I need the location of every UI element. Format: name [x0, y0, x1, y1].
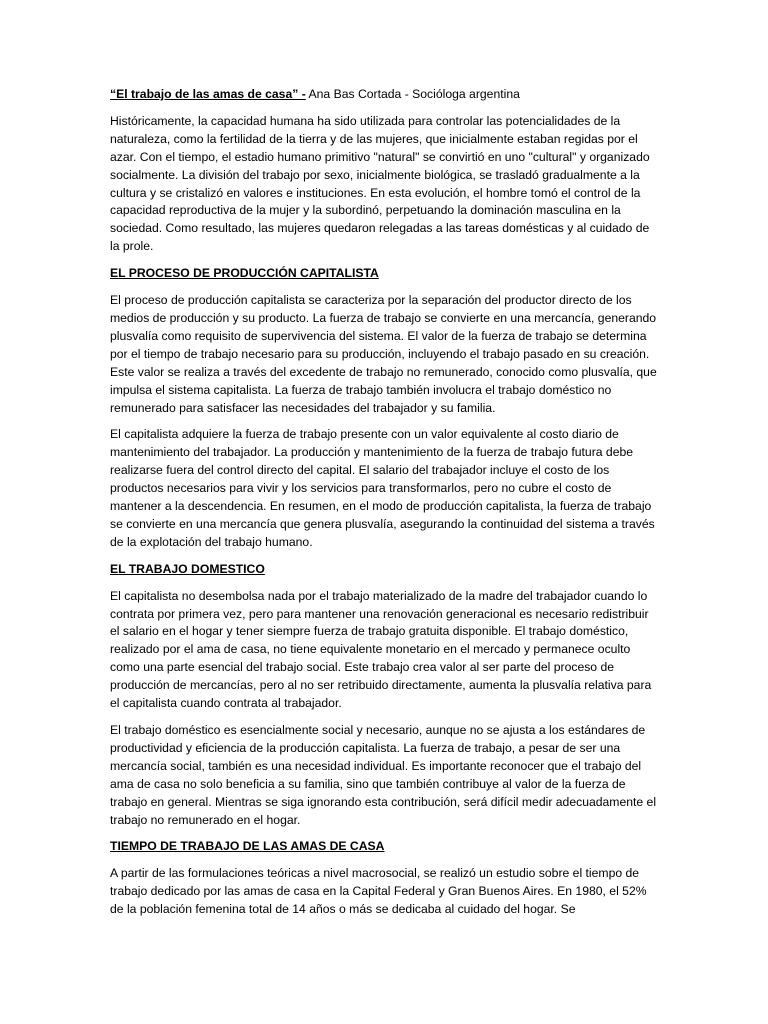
document-title-line — [110, 86, 660, 104]
paragraph: El proceso de producción capitalista se caracteriza por la separación del productor directo de los medios de producción y su producto. La fuerza de trabajo se convierte en una mercancía, generando plusvalía como requisito de supervivencia del sistema. El valor de la fuerza de trabajo se determina por el tiempo de trabajo necesario para su producción, incluyendo el trabajo pasado en su creación. Este valor se realiza a través del excedente de trabajo no remunerado, conocido como plusvalía, que impulsa el sistema capitalista. La fuerza de trabajo también involucra el trabajo doméstico no remunerado para satisfacer las necesidades del trabajador y su familia. — [110, 293, 657, 415]
document-title: “El trabajo de las amas de casa” - — [110, 87, 306, 101]
paragraph: El trabajo doméstico es esencialmente social y necesario, aunque no se ajusta a los estándares de productividad y eficiencia de la producción capitalista. La fuerza de trabajo, a pesar de ser una mercancía social, también es una necesidad individual. Es importante reconocer que el trabajo del ama de casa no solo beneficia a su familia, sino que también contribuye al valor de la fuerza de trabajo en general. Mientras se siga ignorando esta contribución, será difícil medir adecuadamente el trabajo no remunerado en el hogar. — [110, 723, 657, 827]
paragraph: El capitalista no desembolsa nada por el trabajo materializado de la madre del trabajador cuando lo contrata por primera vez, pero para mantener una renovación generacional es necesario redistribuir el salario en el hogar y tener siempre fuerza de trabajo gratuita disponible. El trabajo doméstico, realizado por el ama de casa, no tiene equivalente monetario en el mercado y permanece oculto como una parte esencial del trabajo social. Este trabajo crea valor al ser parte del proceso de producción de mercancías, pero al no ser retribuido directamente, aumenta la plusvalía relativa para el capitalista cuando contrata al trabajador. — [110, 588, 652, 711]
section-heading-trabajo-domestico: EL TRABAJO DOMESTICO — [110, 561, 265, 576]
document-page — [110, 86, 660, 1024]
section-heading-produccion: EL PROCESO DE PRODUCCIÓN CAPITALISTA — [110, 266, 379, 281]
document-author: Ana Bas Cortada - Socióloga argentina — [305, 87, 520, 101]
section-heading-tiempo-trabajo: TIEMPO DE TRABAJO DE LAS AMAS DE CASA — [110, 839, 385, 854]
intro-paragraph: Históricamente, la capacidad humana ha sido utilizada para controlar las potencialidades de la naturaleza, como la fertilidad de la tierra y de las mujeres, que inicialmente estaban regidas por el azar. Con el tiempo, el estadio humano primitivo "natural" se convirtió en uno "cultural" y organizado socialmente. La división del trabajo por sexo, inicialmente biológica, se trasladó gradualmente a la cultura y se cristalizó en valores e instituciones. En esta evolución, el hombre tomó el control de la capacidad reproductiva de la mujer y la subordinó, perpetuando la dominación masculina en la sociedad. Como resultado, las mujeres quedaron relegadas a las tareas domésticas y al cuidado de la prole. — [110, 113, 650, 254]
paragraph: El capitalista adquiere la fuerza de trabajo presente con un valor equivalente al costo diario de mantenimiento del trabajador. La producción y mantenimiento de la fuerza de trabajo futura debe realizarse fuera del control directo del capital. El salario del trabajador incluye el costo de los productos necesarios para vivir y los servicios para transformarlos, pero no cubre el costo de mantener a la descendencia. En resumen, en el modo de producción capitalista, la fuerza de trabajo se convierte en una mercancía que genera plusvalía, asegurando la continuidad del sistema a través de la explotación del trabajo humano. — [110, 427, 655, 549]
paragraph: A partir de las formulaciones teóricas a nivel macrosocial, se realizó un estudio sobre el tiempo de trabajo dedicado por las amas de casa en la Capital Federal y Gran Buenos Aires. En 1980, el 52% de la población femenina total de 14 años o más se dedicaba al cuidado del hogar. Se — [110, 866, 647, 917]
